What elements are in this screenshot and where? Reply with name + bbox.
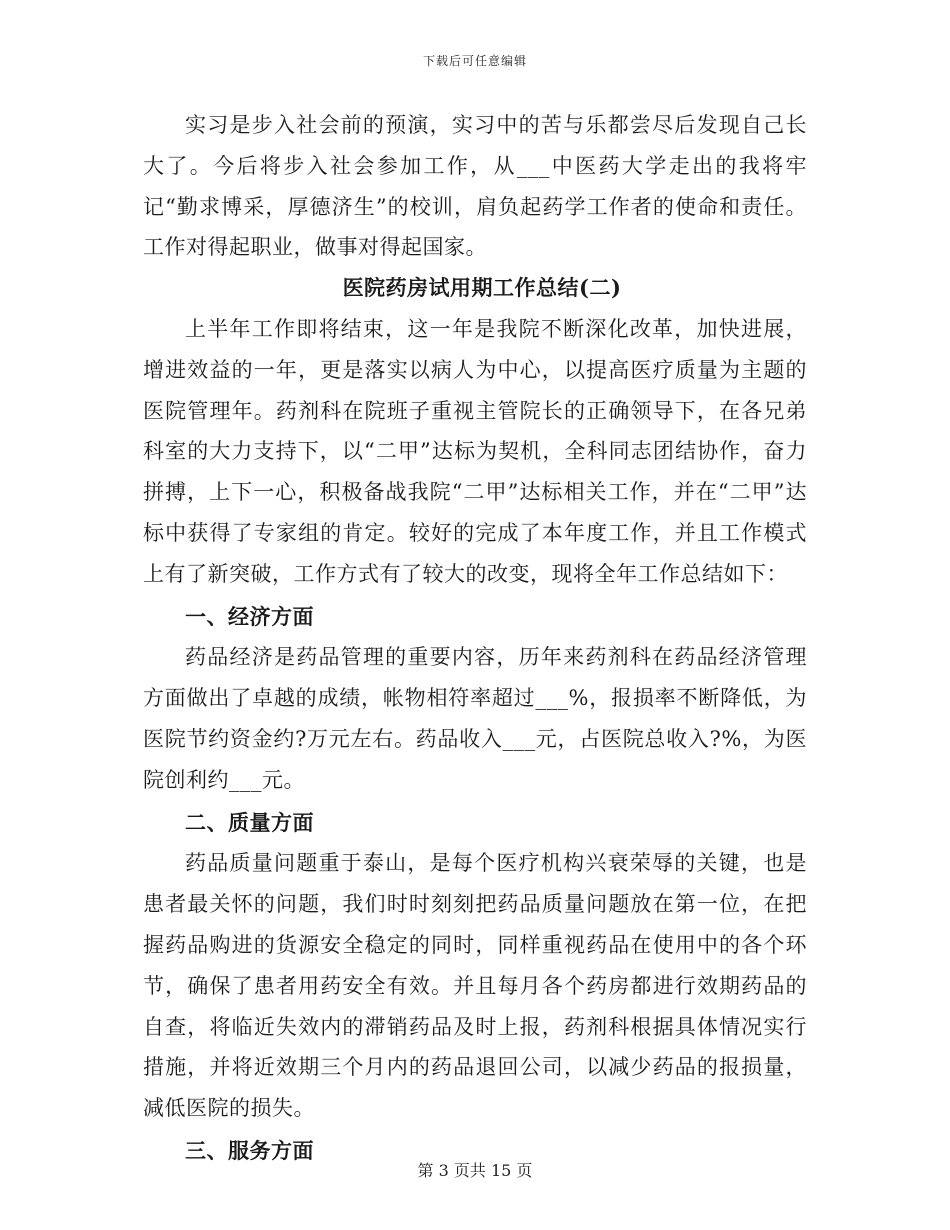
heading-quality: 二、质量方面 xyxy=(185,809,314,835)
heading-service: 三、服务方面 xyxy=(185,1137,314,1163)
paragraph-intro: 上半年工作即将结束，这一年是我院不断深化改革，加快进展，增进效益的一年，更是落实以病人为中心，以提高医疗质量为主题的医院管理年。药剂科在院班子重视主管院长的正确领导下，在各兄弟科室的大力支持下，以“二甲”达标为契机，全科同志团结协作，奋力拼搏，上下一心，积极备战我院“二甲”达标相关工作，并在“二甲”达标中获得了专家组的肯定。较好的完成了本年度工作，并且工作模式上有了新突破，工作方式有了较大的改变，现将全年工作总结如下： xyxy=(143,316,807,586)
paragraph-quality: 药品质量问题重于泰山，是每个医疗机构兴衰荣辱的关键，也是患者最关怀的问题，我们时时刻刻把药品质量问题放在第一位，在把握药品购进的货源安全稳定的同时，同样重视药品在使用中的各个环节，确保了患者用药安全有效。并且每月各个药房都进行效期药品的自查，将临近失效内的滞销药品及时上报，药剂科根据具体情况实行措施，并将近效期三个月内的药品退回公司，以减少药品的报损量，减低医院的损失。 xyxy=(143,851,807,1121)
paragraph-internship: 实习是步入社会前的预演，实习中的苦与乐都尝尽后发现自己长大了。今后将步入社会参加工作，从___中医药大学走出的我将牢记“勤求博采，厚德济生”的校训，肩负起药学工作者的使命和责任。工作对得起职业，做事对得起国家。 xyxy=(143,113,807,260)
page-footer: 第 3 页共 15 页 xyxy=(417,1161,533,1180)
section-title: 医院药房试用期工作总结(二) xyxy=(342,275,622,301)
document-body xyxy=(143,105,807,1172)
heading-economy: 一、经济方面 xyxy=(185,603,314,629)
paragraph-economy: 药品经济是药品管理的重要内容，历年来药剂科在药品经济管理方面做出了卓越的成绩，帐物相符率超过___%，报损率不断降低，为医院节约资金约?万元左右。药品收入___元，占医院总收入?%，为医院创利约___元。 xyxy=(143,645,807,792)
page-header: 下载后可任意编辑 xyxy=(422,54,527,68)
